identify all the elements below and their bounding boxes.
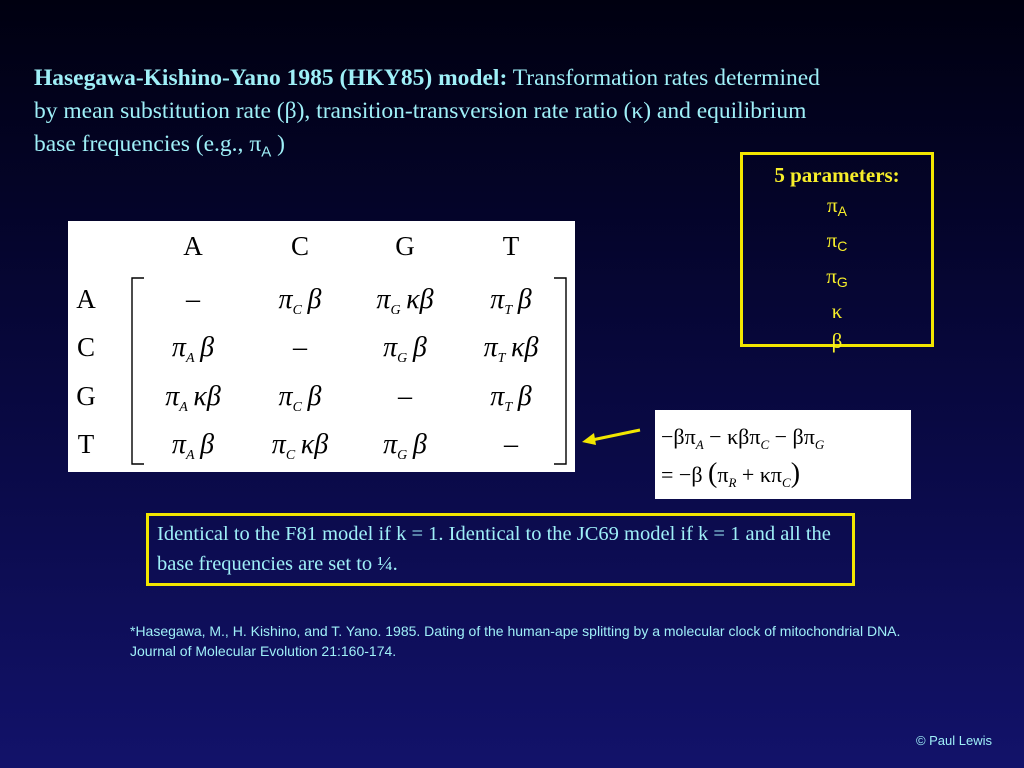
note-text: Identical to the F81 model if k = 1. Identical to the JC69 model if k = 1 and all the base frequencies are set to ¼.	[157, 523, 831, 575]
beta-symbol: β	[284, 98, 297, 124]
row-header: T	[77, 429, 95, 459]
pi-symbol: π	[249, 131, 262, 157]
column-header: T	[502, 231, 520, 261]
copyright: © Paul Lewis	[915, 733, 992, 748]
title-line1-rest: Transformation rates determined	[512, 65, 820, 91]
title-line2-c: ) and equilibrium	[643, 98, 807, 124]
row-header: A	[76, 284, 96, 314]
matrix-cell: $\pi_C$ β	[278, 284, 322, 318]
equation-line1: $-\beta\pi_A - \kappa\beta\pi_C - \beta\pi_G$	[661, 424, 825, 452]
diagonal-equation-svg	[655, 410, 911, 499]
matrix-cell: $\pi_A$ β	[171, 332, 215, 366]
matrix-cell: $\pi_T$ β	[490, 284, 532, 318]
rate-matrix	[68, 221, 575, 472]
title-line3-a: base frequencies (e.g.,	[34, 131, 244, 157]
matrix-cell: $\pi_T$ β	[490, 381, 532, 415]
diagonal-equation	[655, 410, 911, 499]
matrix-cell: $\pi_T$ κβ	[483, 332, 539, 366]
parameter-item: κ	[831, 299, 843, 323]
title-line2-a: by mean substitution rate (	[34, 98, 285, 124]
citation: *Hasegawa, M., H. Kishino, and T. Yano. 1985. Dating of the human-ape splitting by a molecular clock of mitochondrial DNA. Journal of Molecular Evolution 21:160-174.	[130, 623, 901, 659]
column-header: A	[183, 231, 203, 261]
title-line3-b: )	[277, 131, 285, 157]
pi-subscript: A	[261, 143, 272, 161]
parameters-box	[740, 152, 934, 353]
parameter-item: $\pi_A$	[827, 192, 847, 219]
matrix-diagonal: –	[504, 429, 518, 460]
arrow-icon	[580, 425, 642, 447]
matrix-diagonal: –	[186, 284, 200, 315]
matrix-diagonal: –	[398, 381, 412, 412]
matrix-cell: $\pi_G$ β	[383, 429, 427, 463]
row-header: G	[76, 381, 96, 411]
matrix-diagonal: –	[293, 332, 307, 363]
column-header: G	[395, 231, 415, 261]
parameter-item: $\pi_C$	[826, 228, 848, 254]
note-box	[146, 513, 855, 586]
column-header: C	[290, 231, 310, 261]
matrix-cell: $\pi_G$ β	[383, 332, 427, 366]
left-bracket	[132, 278, 144, 464]
title-model-name: Hasegawa-Kishino-Yano 1985 (HKY85) model:	[34, 65, 508, 91]
matrix-cell: $\pi_A$ β	[171, 429, 215, 463]
row-header: C	[76, 332, 96, 362]
matrix-cell: $\pi_G$ κβ	[376, 284, 434, 318]
matrix-cell: $\pi_C$ β	[278, 381, 322, 415]
parameter-item: β	[831, 328, 843, 353]
parameter-item: $\pi_G$	[826, 263, 848, 290]
equation-line2: = −β $(\pi_R + \kappa\pi_C)$	[661, 458, 801, 490]
kappa-symbol: κ	[631, 98, 644, 124]
title-line2-b: ), transition-transversion rate ratio (	[296, 98, 632, 124]
parameters-heading: 5 parameters:	[774, 163, 900, 187]
matrix-cell: $\pi_C$ κβ	[271, 429, 329, 463]
right-bracket	[554, 278, 566, 464]
matrix-cell: $\pi_A$ κβ	[165, 381, 221, 415]
rate-matrix-svg	[68, 221, 575, 472]
